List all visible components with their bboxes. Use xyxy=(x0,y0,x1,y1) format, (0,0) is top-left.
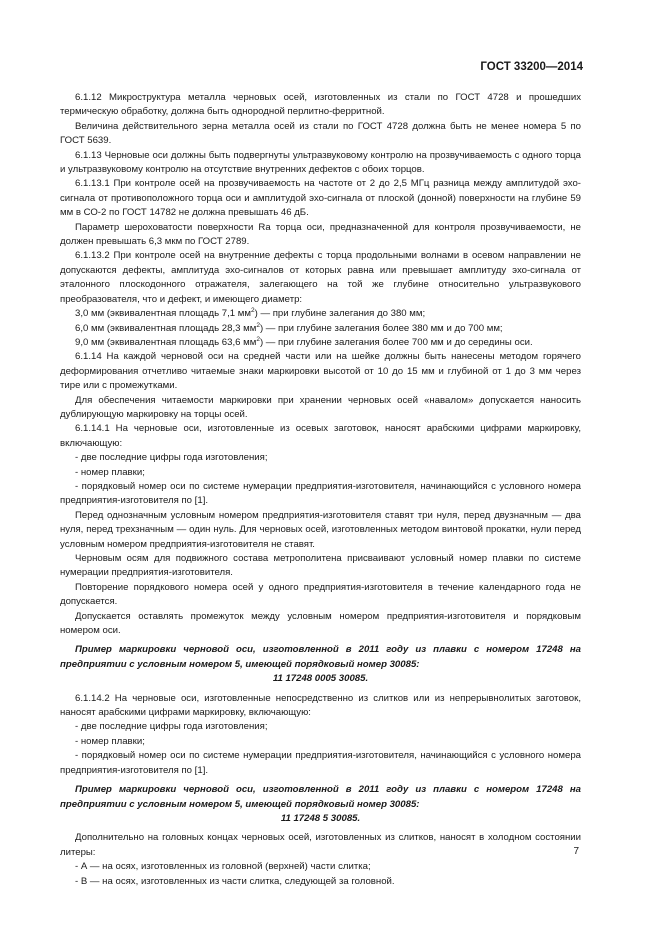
paragraph: Дополнительно на головных концах черновых осей, изготовленных из слитков, наносят в холодном состоянии литеры: xyxy=(60,832,581,858)
list-item: - В — на осях, изготовленных из части слитка, следующей за головной. xyxy=(75,875,395,887)
example-text: Пример маркировки черновой оси, изготовленной в 2011 году из плавки с номером 17248 на предприятии с условным номером 5, имеющей порядковый номер 30085: xyxy=(60,784,581,810)
paragraph: 6.1.13.2 При контроле осей на внутренние дефекты с торца продольными волнами в осевом направлении не допускаются дефекты, амплитуда эхо-сигналов от которых равна или превышает амплитуду эхо-сигнала от эталонного плоскодонного отражателя, залегающего на той же глубине относительно ультразвукового преобразователя, что и дефект, и имеющего диаметр: xyxy=(60,250,581,305)
paragraph: 6.1.12 Микроструктура металла черновых осей, изготовленных из стали по ГОСТ 4728 и прошедших термическую обработку, должна быть однородной перлитно-ферритной. xyxy=(60,92,581,118)
paragraph: 6.1.13.1 При контроле осей на прозвучиваемость на частоте от 2 до 2,5 МГц разница между амплитудой эхо-сигнала от противоположного торца оси и амплитудой эхо-сигнала от плоской (донной) поверхности на глубине 59 мм в СО-2 по ГОСТ 14782 не должна превышать 46 дБ. xyxy=(60,178,581,219)
list-item: - номер плавки; xyxy=(75,735,145,747)
paragraph: Параметр шероховатости поверхности Ra торца оси, предназначенной для контроля прозвучиваемости, не должен превышать 6,3 мкм по ГОСТ 2789. xyxy=(60,221,581,248)
paragraph: 6.1.13 Черновые оси должны быть подвергнуты ультразвуковому контролю на прозвучиваемость с одного торца и ультразвуковому контролю на отсутствие внутренних дефектов с обоих торцов. xyxy=(60,149,581,176)
list-item: - порядковый номер оси по системе нумерации предприятия-изготовителя, начинающийся с условного номера предприятия-изготовителя по [1]. xyxy=(60,480,581,507)
example-code: 11 17248 0005 30085. xyxy=(272,673,369,685)
list-item: - две последние цифры года изготовления; xyxy=(75,721,268,733)
list-item: - порядковый номер оси по системе нумерации предприятия-изготовителя, начинающийся с условного номера предприятия-изготовителя по [1]. xyxy=(60,750,581,776)
list-item: - А — на осях, изготовленных из головной (верхней) части слитка; xyxy=(75,861,371,873)
diameter-item: 3,0 мм (эквивалентная площадь 7,1 $мм^2$) — при глубине залегания до 380 мм; xyxy=(75,306,426,320)
diameter-item: 9,0 мм (эквивалентная площадь 63,6 $мм^2$) — при глубине залегания более 700 мм и до середины оси. xyxy=(75,335,533,348)
list-item: - две последние цифры года изготовления; xyxy=(75,452,268,464)
paragraph: Допускается оставлять промежуток между условным номером предприятия-изготовителя и порядковым номером оси. xyxy=(60,610,581,637)
paragraph: 6.1.14 На каждой черновой оси на средней части или на шейке должны быть нанесены методом горячего деформирования отчетливо читаемые знаки маркировки высотой от 10 до 15 мм и глубиной от 1 до 3 мм через тире или с промежутками. xyxy=(60,351,581,392)
paragraph: 6.1.14.2 На черновые оси, изготовленные непосредственно из слитков или из непрерывнолитых заготовок, наносят арабскими цифрами маркировку, включающую: xyxy=(60,692,581,719)
paragraph: Величина действительного зерна металла осей из стали по ГОСТ 4728 должна быть не менее номера 5 по ГОСТ 5639. xyxy=(60,120,581,147)
diameter-item: 6,0 мм (эквивалентная площадь 28,3 $мм^2$) — при глубине залегания более 380 мм и до 700 мм; xyxy=(75,321,503,334)
list-item: - номер плавки; xyxy=(75,466,145,478)
paragraph: Повторение порядкового номера осей у одного предприятия-изготовителя в течение календарного года не допускается. xyxy=(60,581,581,608)
document-body xyxy=(60,91,581,889)
example-text: Пример маркировки черновой оси, изготовленной в 2011 году из плавки с номером 17248 на предприятии с условным номером 5, имеющей порядковый номер 30085: xyxy=(60,644,581,670)
page-number: 7 xyxy=(573,846,579,857)
paragraph: 6.1.14.1 На черновые оси, изготовленные из осевых заготовок, наносят арабскими цифрами маркировку, включающую: xyxy=(60,423,581,449)
paragraph: Для обеспечения читаемости маркировки при хранении черновых осей «навалом» допускается наносить дублирующую маркировку на торцы осей. xyxy=(60,394,581,420)
example-code: 11 17248 5 30085. xyxy=(280,812,361,824)
paragraph: Черновым осям для подвижного состава метрополитена присваивают условный номер плавки по системе нумерации предприятия-изготовителя. xyxy=(60,553,581,579)
document-header: ГОСТ 33200—2014 xyxy=(480,61,583,73)
paragraph: Перед однозначным условным номером предприятия-изготовителя ставят три нуля, перед двузначным — два нуля, перед трехзначным — один нуль. Для черновых осей, изготовленных методом винтовой прокатки, нули перед условным номером предприятия-изготовителя не ставят. xyxy=(60,509,581,550)
